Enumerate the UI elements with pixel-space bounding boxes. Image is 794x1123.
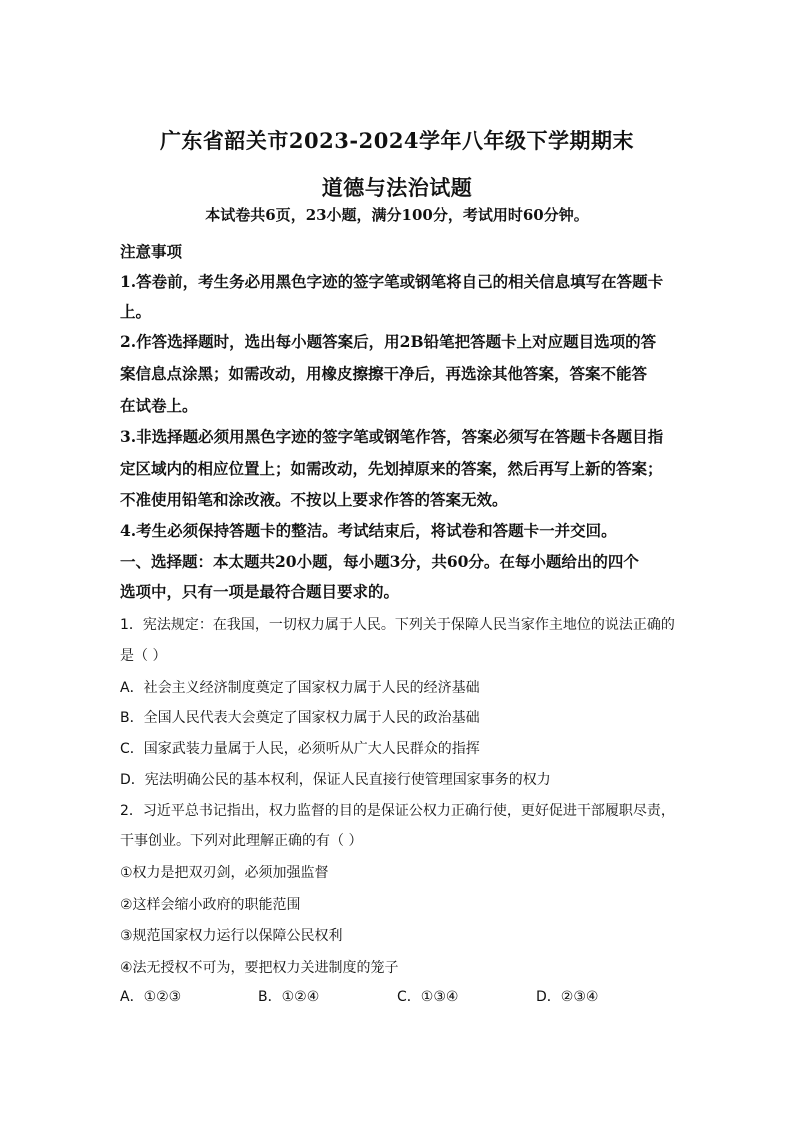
question-1-option-a: A．社会主义经济制度奠定了国家权力属于人民的经济基础 <box>120 680 480 696</box>
note-line: 4.考生必须保持答题卡的整洁。考试结束后，将试卷和答题卡一并交回。 <box>120 521 617 540</box>
question-2-choices <box>120 986 680 1006</box>
question-2-stem: 干事创业。下列对此理解正确的有（ ） <box>120 833 363 849</box>
note-line: 定区域内的相应位置上；如需改动，先划掉原来的答案，然后再写上新的答案； <box>120 459 663 478</box>
note-line: 2.作答选择题时，选出每小题答案后，用2B铅笔把答题卡上对应题目选项的答 <box>120 332 657 351</box>
question-2-item: ③规范国家权力运行以保障公民权利 <box>120 928 343 944</box>
section-heading: 选项中，只有一项是最符合题目要求的。 <box>120 582 400 601</box>
question-2-item: ①权力是把双刃剑，必须加强监督 <box>120 865 329 881</box>
question-2-item: ④法无授权不可为，要把权力关进制度的笼子 <box>120 960 399 976</box>
question-1-stem: 1．宪法规定：在我国，一切权力属于人民。下列关于保障人民当家作主地位的说法正确的 <box>120 617 675 633</box>
question-1-stem: 是（ ） <box>120 648 167 664</box>
note-line: 案信息点涂黑；如需改动，用橡皮擦擦干净后，再选涂其他答案，答案不能答 <box>120 364 648 383</box>
exam-subject-title: 道德与法治试题 <box>321 175 473 200</box>
note-line: 上。 <box>120 302 152 321</box>
exam-title: 广东省韶关市2023-2024学年八年级下学期期末 <box>159 128 635 153</box>
question-1-option-d: D．宪法明确公民的基本权利，保证人民直接行使管理国家事务的权力 <box>120 772 551 788</box>
question-2-stem: 2．习近平总书记指出，权力监督的目的是保证公权力正确行使，更好促进干部履职尽责， <box>120 803 675 819</box>
note-line: 不准使用铅笔和涂改液。不按以上要求作答的答案无效。 <box>120 490 508 509</box>
note-line: 3.非选择题必须用黑色字迹的签字笔或钢笔作答，答案必须写在答题卡各题目指 <box>120 427 664 446</box>
question-2-item: ②这样会缩小政府的职能范围 <box>120 897 301 913</box>
exam-info: 本试卷共6页，23小题，满分100分，考试用时60分钟。 <box>205 206 589 224</box>
notes-heading: 注意事项 <box>120 242 183 261</box>
question-2-choice-c: C．①③④ <box>397 989 459 1005</box>
question-2-choice-a: A．①②③ <box>120 989 182 1005</box>
note-line: 在试卷上。 <box>120 396 198 415</box>
section-heading: 一、选择题：本太题共20小题，每小题3分，共60分。在每小题给出的四个 <box>120 552 639 571</box>
question-1-option-c: C．国家武装力量属于人民，必须听从广大人民群众的指挥 <box>120 741 480 757</box>
question-2-choice-b: B．①②④ <box>258 989 320 1005</box>
note-line: 1.答卷前，考生务必用黑色字迹的签字笔或钢笔将自己的相关信息填写在答题卡 <box>120 272 664 291</box>
question-1-option-b: B．全国人民代表大会奠定了国家权力属于人民的政治基础 <box>120 710 480 726</box>
question-2-choice-d: D．②③④ <box>536 989 599 1005</box>
